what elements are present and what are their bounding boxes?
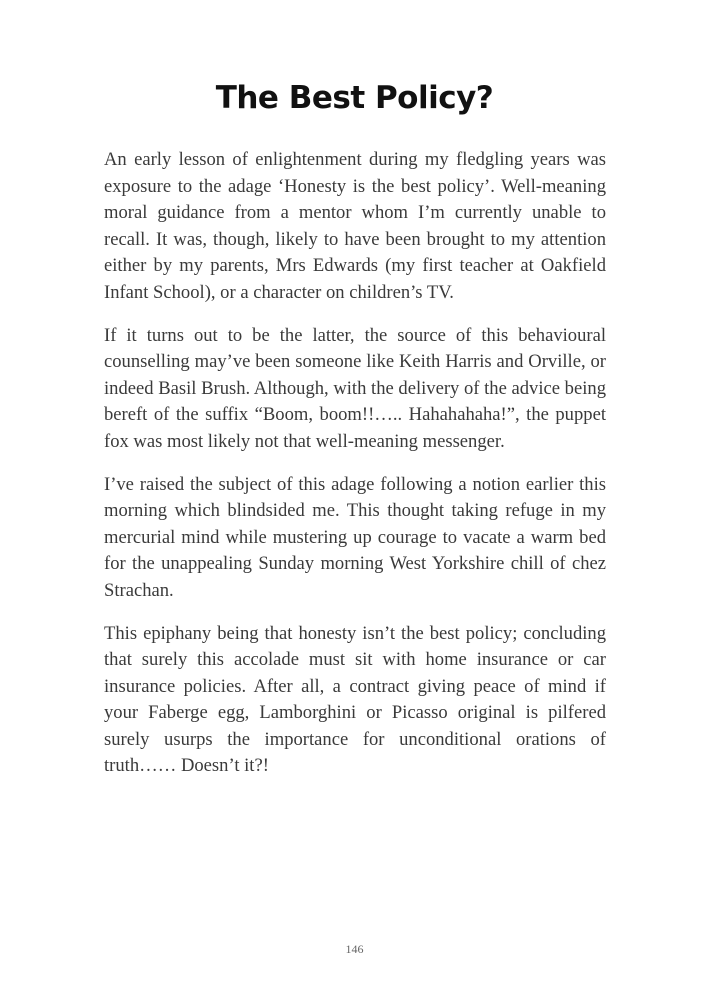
paragraph: If it turns out to be the latter, the source of this behavioural counselling may’ve been someone like Keith Harris and Orville, or indeed Basil Brush. Although, with the delivery of the advice being bereft of the suffix “Boom, boom!!….. Hahahahaha!”, the puppet fox was most likely not that well-meaning messenger. xyxy=(104,324,606,452)
page-title: The Best Policy? xyxy=(215,80,494,116)
body-text xyxy=(104,147,606,796)
paragraph: An early lesson of enlightenment during my fledgling years was exposure to the adage ‘Honesty is the best policy’. Well-meaning moral guidance from a mentor whom I’m currently unable to recall. It was, though, likely to have been brought to my attention either by my parents, Mrs Edwards (my first teacher at Oakfield Infant School), or a character on children’s TV. xyxy=(104,149,606,303)
page-number: 146 xyxy=(345,942,364,956)
paragraph: I’ve raised the subject of this adage following a notion earlier this morning which blindsided me. This thought taking refuge in my mercurial mind while mustering up courage to vacate a warm bed for the unappealing Sunday morning West Yorkshire chill of chez Strachan. xyxy=(104,473,606,601)
paragraph: This epiphany being that honesty isn’t the best policy; concluding that surely this accolade must sit with home insurance or car insurance policies. After all, a contract giving peace of mind if your Faberge egg, Lamborghini or Picasso original is pilfered surely usurps the importance for unconditional orations of truth…… Doesn’t it?! xyxy=(104,622,606,777)
